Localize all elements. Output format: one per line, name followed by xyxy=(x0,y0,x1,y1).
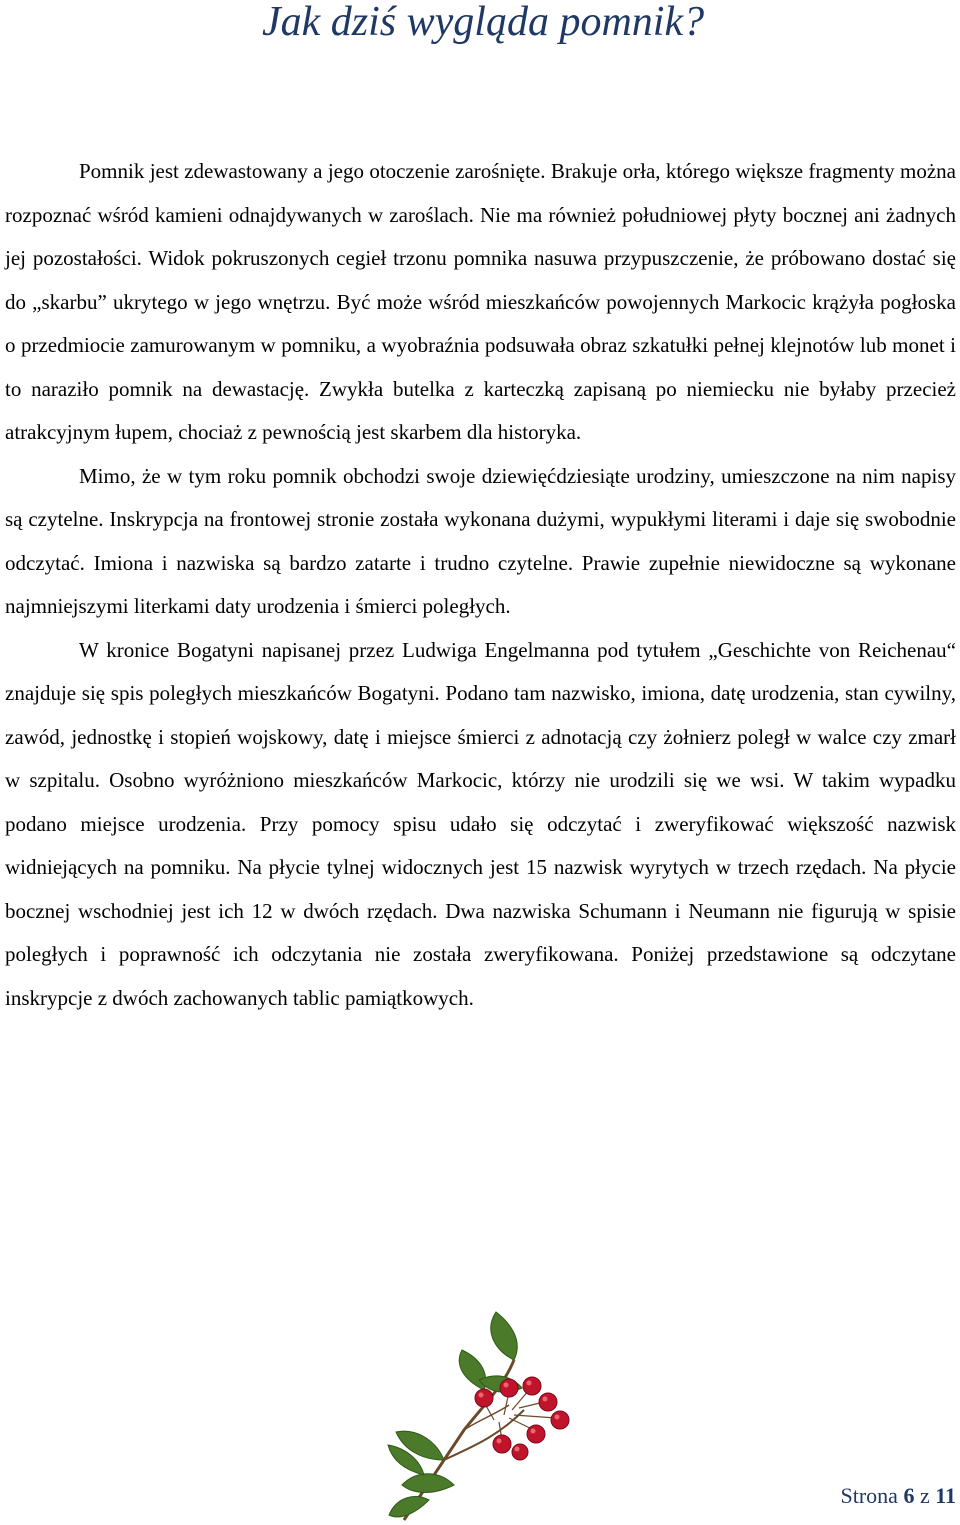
page-footer xyxy=(840,1481,956,1511)
paragraph-3: W kronice Bogatyni napisanej przez Ludwiga Engelmanna pod tytułem „Geschichte von Reichenau“ znajduje się spis poległych mieszkańców Bogatyni. Podano tam nazwisko, imiona, datę urodzenia, stan cywilny, zawód, jednostkę i stopień wojskowy, datę i miejsce śmierci z adnotacją czy żołnierz poległ w walce czy zmarł w szpitalu. Osobno wyróżniono mieszkańców Markocic, którzy nie urodzili się we wsi. W takim wypadku podano miejsce urodzenia. Przy pomocy spisu udało się odczytać i zweryfikować większość nazwisk widniejących na pomniku. Na płycie tylnej widocznych jest 15 nazwisk wyrytych w trzech rzędach. Na płycie bocznej wschodniej jest ich 12 w dwóch rzędach. Dwa nazwiska Schumann i Neumann nie figurują w spisie poległych i poprawność ich odczytania nie została zweryfikowana. Poniżej przedstawione są odczytane inskrypcje z dwóch zachowanych tablic pamiątkowych. xyxy=(5,637,956,1010)
page-title: Jak dziś wygląda pomnik? xyxy=(262,0,705,45)
current-page-number: 6 xyxy=(903,1483,915,1508)
article-body xyxy=(5,150,956,1020)
page-label: Strona xyxy=(840,1483,898,1508)
page-separator: z xyxy=(919,1483,930,1508)
hawthorn-branch-icon xyxy=(384,1310,584,1525)
paragraph-1: Pomnik jest zdewastowany a jego otoczenie zarośnięte. Brakuje orła, którego większe fragmenty można rozpoznać wśród kamieni odnajdywanych w zaroślach. Nie ma również południowej płyty bocznej ani żadnych jej pozostałości. Widok pokruszonych cegieł trzonu pomnika nasuwa przypuszczenie, że próbowano dostać się do „skarbu” ukrytego w jego wnętrzu. Być może wśród mieszkańców powojennych Markocic krążyła pogłoska o przedmiocie zamurowanym w pomniku, a wyobraźnia podsuwała obraz szkatułki pełnej klejnotów lub monet i to naraziło pomnik na dewastację. Zwykła butelka z karteczką zapisaną po niemiecku nie byłaby przecież atrakcyjnym łupem, chociaż z pewnością jest skarbem dla historyka. xyxy=(5,159,956,444)
total-pages-number: 11 xyxy=(935,1483,956,1508)
paragraph-2: Mimo, że w tym roku pomnik obchodzi swoje dziewięćdziesiąte urodziny, umieszczone na nim napisy są czytelne. Inskrypcja na frontowej stronie została wykonana dużymi, wypukłymi literami i daje się swobodnie odczytać. Imiona i nazwiska są bardzo zatarte i trudno czytelne. Prawie zupełnie niewidoczne są wykonane najmniejszymi literkami daty urodzenia i śmierci poległych. xyxy=(5,463,956,618)
